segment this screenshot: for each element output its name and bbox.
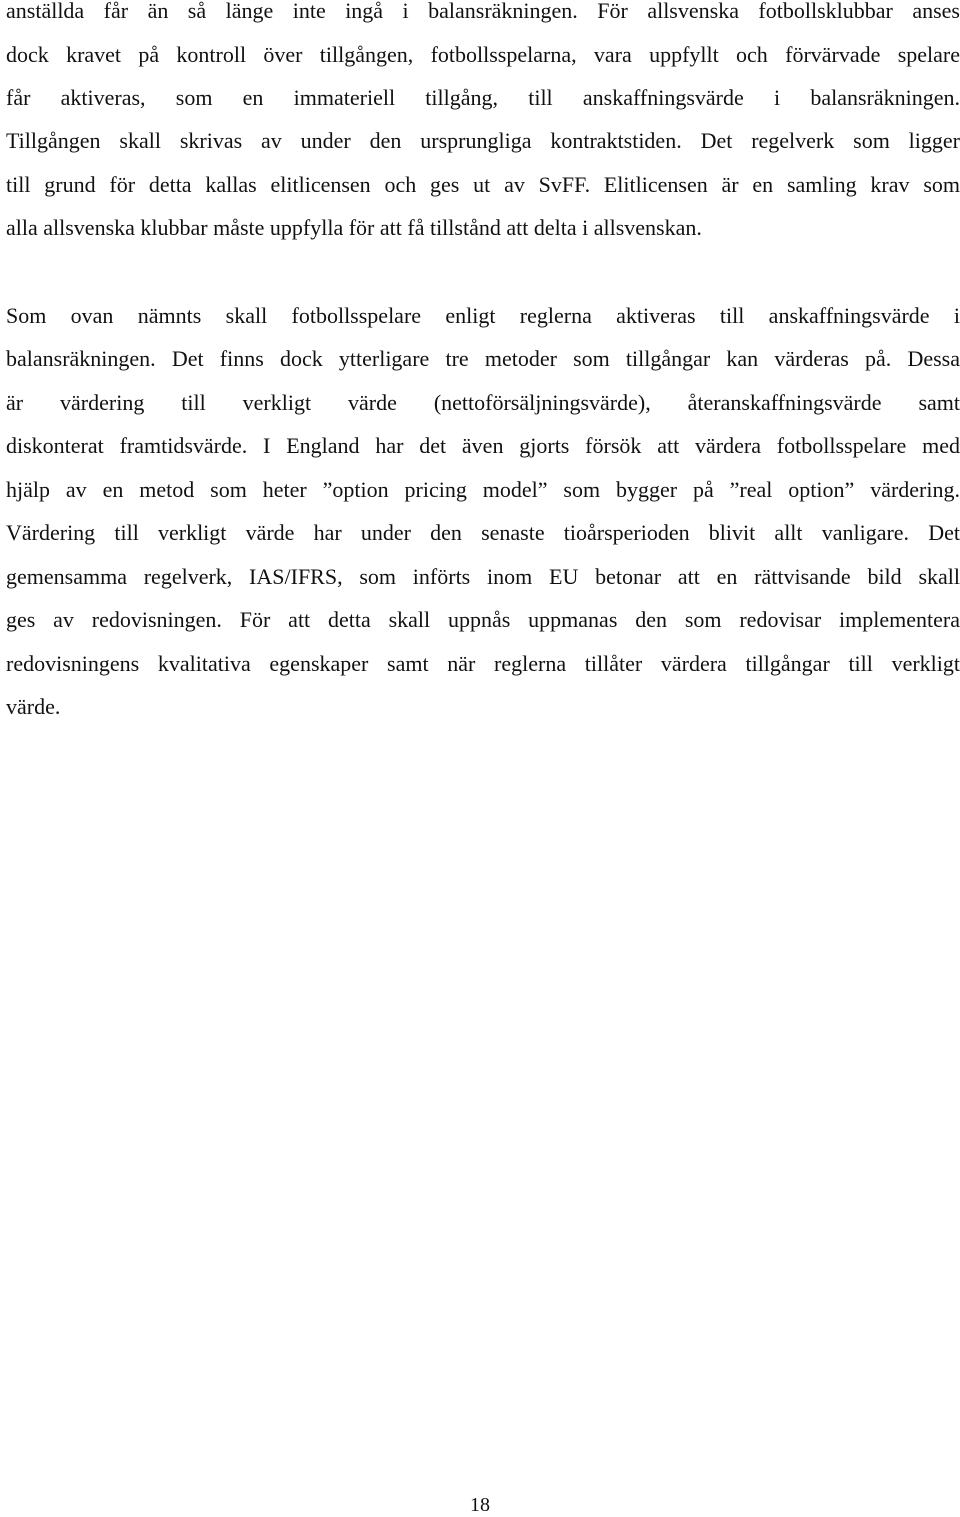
paragraph-line: Som ovan nämnts skall fotbollsspelare enligt reglerna aktiveras till anskaffningsvärde i (6, 303, 960, 328)
paragraph-line: hjälp av en metod som heter ”option pricing model” som bygger på ”real option” värdering. (6, 477, 960, 502)
paragraph-line: redovisningens kvalitativa egenskaper samt när reglerna tillåter värdera tillgångar till verkligt (6, 651, 960, 676)
paragraph-line: Värdering till verkligt värde har under den senaste tioårsperioden blivit allt vanligare. Det (6, 520, 960, 545)
paragraph-line: värde. (6, 694, 61, 719)
paragraph-line: till grund för detta kallas elitlicensen och ges ut av SvFF. Elitlicensen är en samling krav som (6, 172, 960, 197)
paragraph-line: gemensamma regelverk, IAS/IFRS, som införts inom EU betonar att en rättvisande bild skall (6, 564, 960, 589)
paragraph-line: dock kravet på kontroll över tillgången, fotbollsspelarna, vara uppfyllt och förvärvade spelare (6, 42, 960, 67)
paragraph-line: alla allsvenska klubbar måste uppfylla för att få tillstånd att delta i allsvenskan. (6, 215, 702, 240)
paragraph-line: Tillgången skall skrivas av under den ursprungliga kontraktstiden. Det regelverk som ligger (6, 128, 960, 153)
paragraph-line: anställda får än så länge inte ingå i balansräkningen. För allsvenska fotbollsklubbar anses (6, 0, 960, 23)
paragraph-line: diskonterat framtidsvärde. I England har det även gjorts försök att värdera fotbollsspelare med (6, 433, 960, 458)
paragraph-line: får aktiveras, som en immateriell tillgång, till anskaffningsvärde i balansräkningen. (6, 85, 960, 110)
paragraph-line: balansräkningen. Det finns dock ytterligare tre metoder som tillgångar kan värderas på. Dessa (6, 346, 960, 371)
paragraph-line: är värdering till verkligt värde (nettoförsäljningsvärde), återanskaffningsvärde samt (6, 390, 960, 415)
paragraph-line: ges av redovisningen. För att detta skall uppnås uppmanas den som redovisar implementera (6, 607, 960, 632)
page-number: 18 (470, 1494, 490, 1516)
